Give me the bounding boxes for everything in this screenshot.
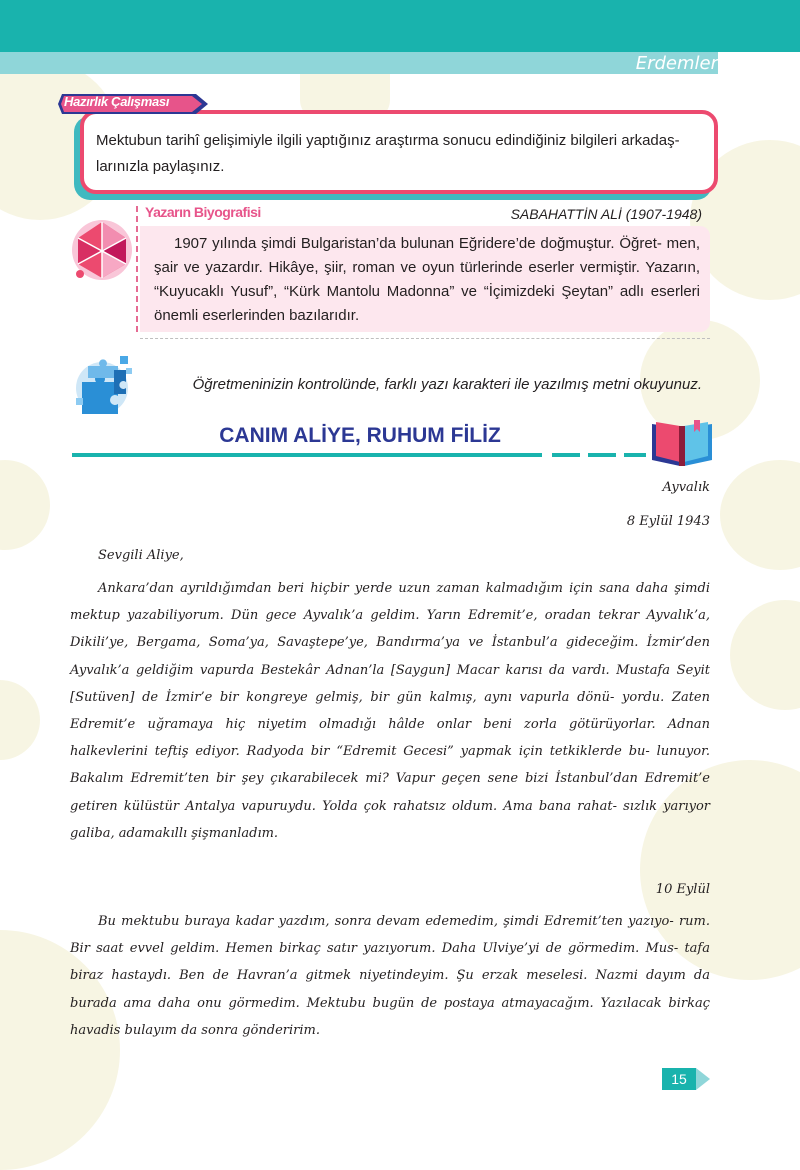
divider	[140, 338, 710, 339]
title-underline-dash	[588, 453, 616, 457]
page-number-arrow	[696, 1068, 710, 1090]
instruction-text: Öğretmeninizin kontrolünde, farklı yazı karakteri ile yazılmış metni okuyunuz.	[192, 376, 702, 393]
background-circle	[0, 680, 40, 760]
letter-date-2: 10 Eylül	[655, 882, 710, 897]
book-icon	[650, 418, 714, 468]
letter-greeting: Sevgili Aliye,	[98, 548, 184, 563]
biography-text: 1907 yılında şimdi Bulgaristan’da bulunan Eğridere’de doğmuştur. Öğret- men, şair ve yazardır. Hikâye, şiir, roman ve oyun türlerinde eserler vermiştir. Yazarın, “Kuyucaklı Yusuf”, “Kürk Mantolu Madonna” ve “İçimizdeki Şeytan” adlı eserleri önemli eserlerinden bazılarıdır.	[154, 235, 700, 324]
letter-date: 8 Eylül 1943	[626, 514, 710, 529]
biography-author: SABAHATTİN ALİ (1907-1948)	[510, 206, 702, 222]
puzzle-globe-icon	[70, 352, 136, 418]
title-underline-dash	[552, 453, 580, 457]
letter-paragraph: Ankara’dan ayrıldığımdan beri hiçbir yerde uzun zaman kalmadığım için sana daha şimdi mektup yazabiliyorum. Dün gece Ayvalık’a geldim. Yarın Edremit’e, oradan tekrar Ayvalık’a, Dikili’ye, Bergama, Soma’ya, Savaştepe’ye, Bandırma’ya ve İstanbul’a gideceğim. İzmir’den Ayvalık’a geldiğim vapurda Bestekâr Adnan’la [Saygun] Macar karısı da vardı. Mustafa Seyit [Sutüven] de İzmir’e bir kongreye gelmiş, bir gün kalmış, aynı vapurla dönü- yordu. Zaten Edremit’e uğramaya hiç niyetim olmadığı hâlde onlar beni zorla götürüyorlar. Adnan halkevlerini teftiş ediyor. Radyoda bir “Edremit Gecesi” yapmak için tetkiklerde bu- lunuyor. Bakalım Edremit’ten bir şey çıkarabilecek mi? Vapur geçen sene bizi İstanbul’dan Edremit’e getiren külüstür Antalya vapuruydu. Yolda çok rahatsız oldum. Ama bana rahat- sızlık yarıyor galiba, adamakıllı şişmanladım.	[70, 581, 710, 841]
text-title: CANIM ALİYE, RUHUM FİLİZ	[219, 424, 501, 447]
biography-label: Yazarın Biyografisi	[145, 204, 261, 220]
letter-place: Ayvalık	[662, 480, 710, 495]
background-circle	[0, 460, 50, 550]
title-underline-dash	[624, 453, 646, 457]
letter-paragraph: Bu mektubu buraya kadar yazdım, sonra devam edemedim, şimdi Edremit’ten yazıyo- rum. Bir saat evvel geldim. Hemen birkaç satır yazıyorum. Daha Ulviye’yi de görmedim. Mus- tafa biraz hastaydı. Ben de Havran’a gitmek niyetindeyim. Şu erzak meselesi. Nazmi dayım da burada ama daha onu görmedim. Mektubu bugün de postaya atmayacağım. Yazılacak birkaç havadis bulayım da sonra gönderirim.	[70, 914, 710, 1038]
preparation-text: Mektubun tarihî gelişimiyle ilgili yaptığınız araştırma sonucu edindiğiniz bilgileri arkadaş- larınızla paylaşınız.	[96, 132, 680, 175]
title-underline	[72, 453, 542, 457]
header-bar	[0, 0, 800, 52]
chapter-title: Erdemler	[635, 53, 718, 74]
page-number: 15	[662, 1068, 696, 1090]
preparation-label: Hazırlık Çalışması	[64, 94, 170, 109]
geometric-ball-icon	[66, 212, 138, 284]
background-circle	[730, 600, 800, 710]
background-circle	[720, 460, 800, 570]
